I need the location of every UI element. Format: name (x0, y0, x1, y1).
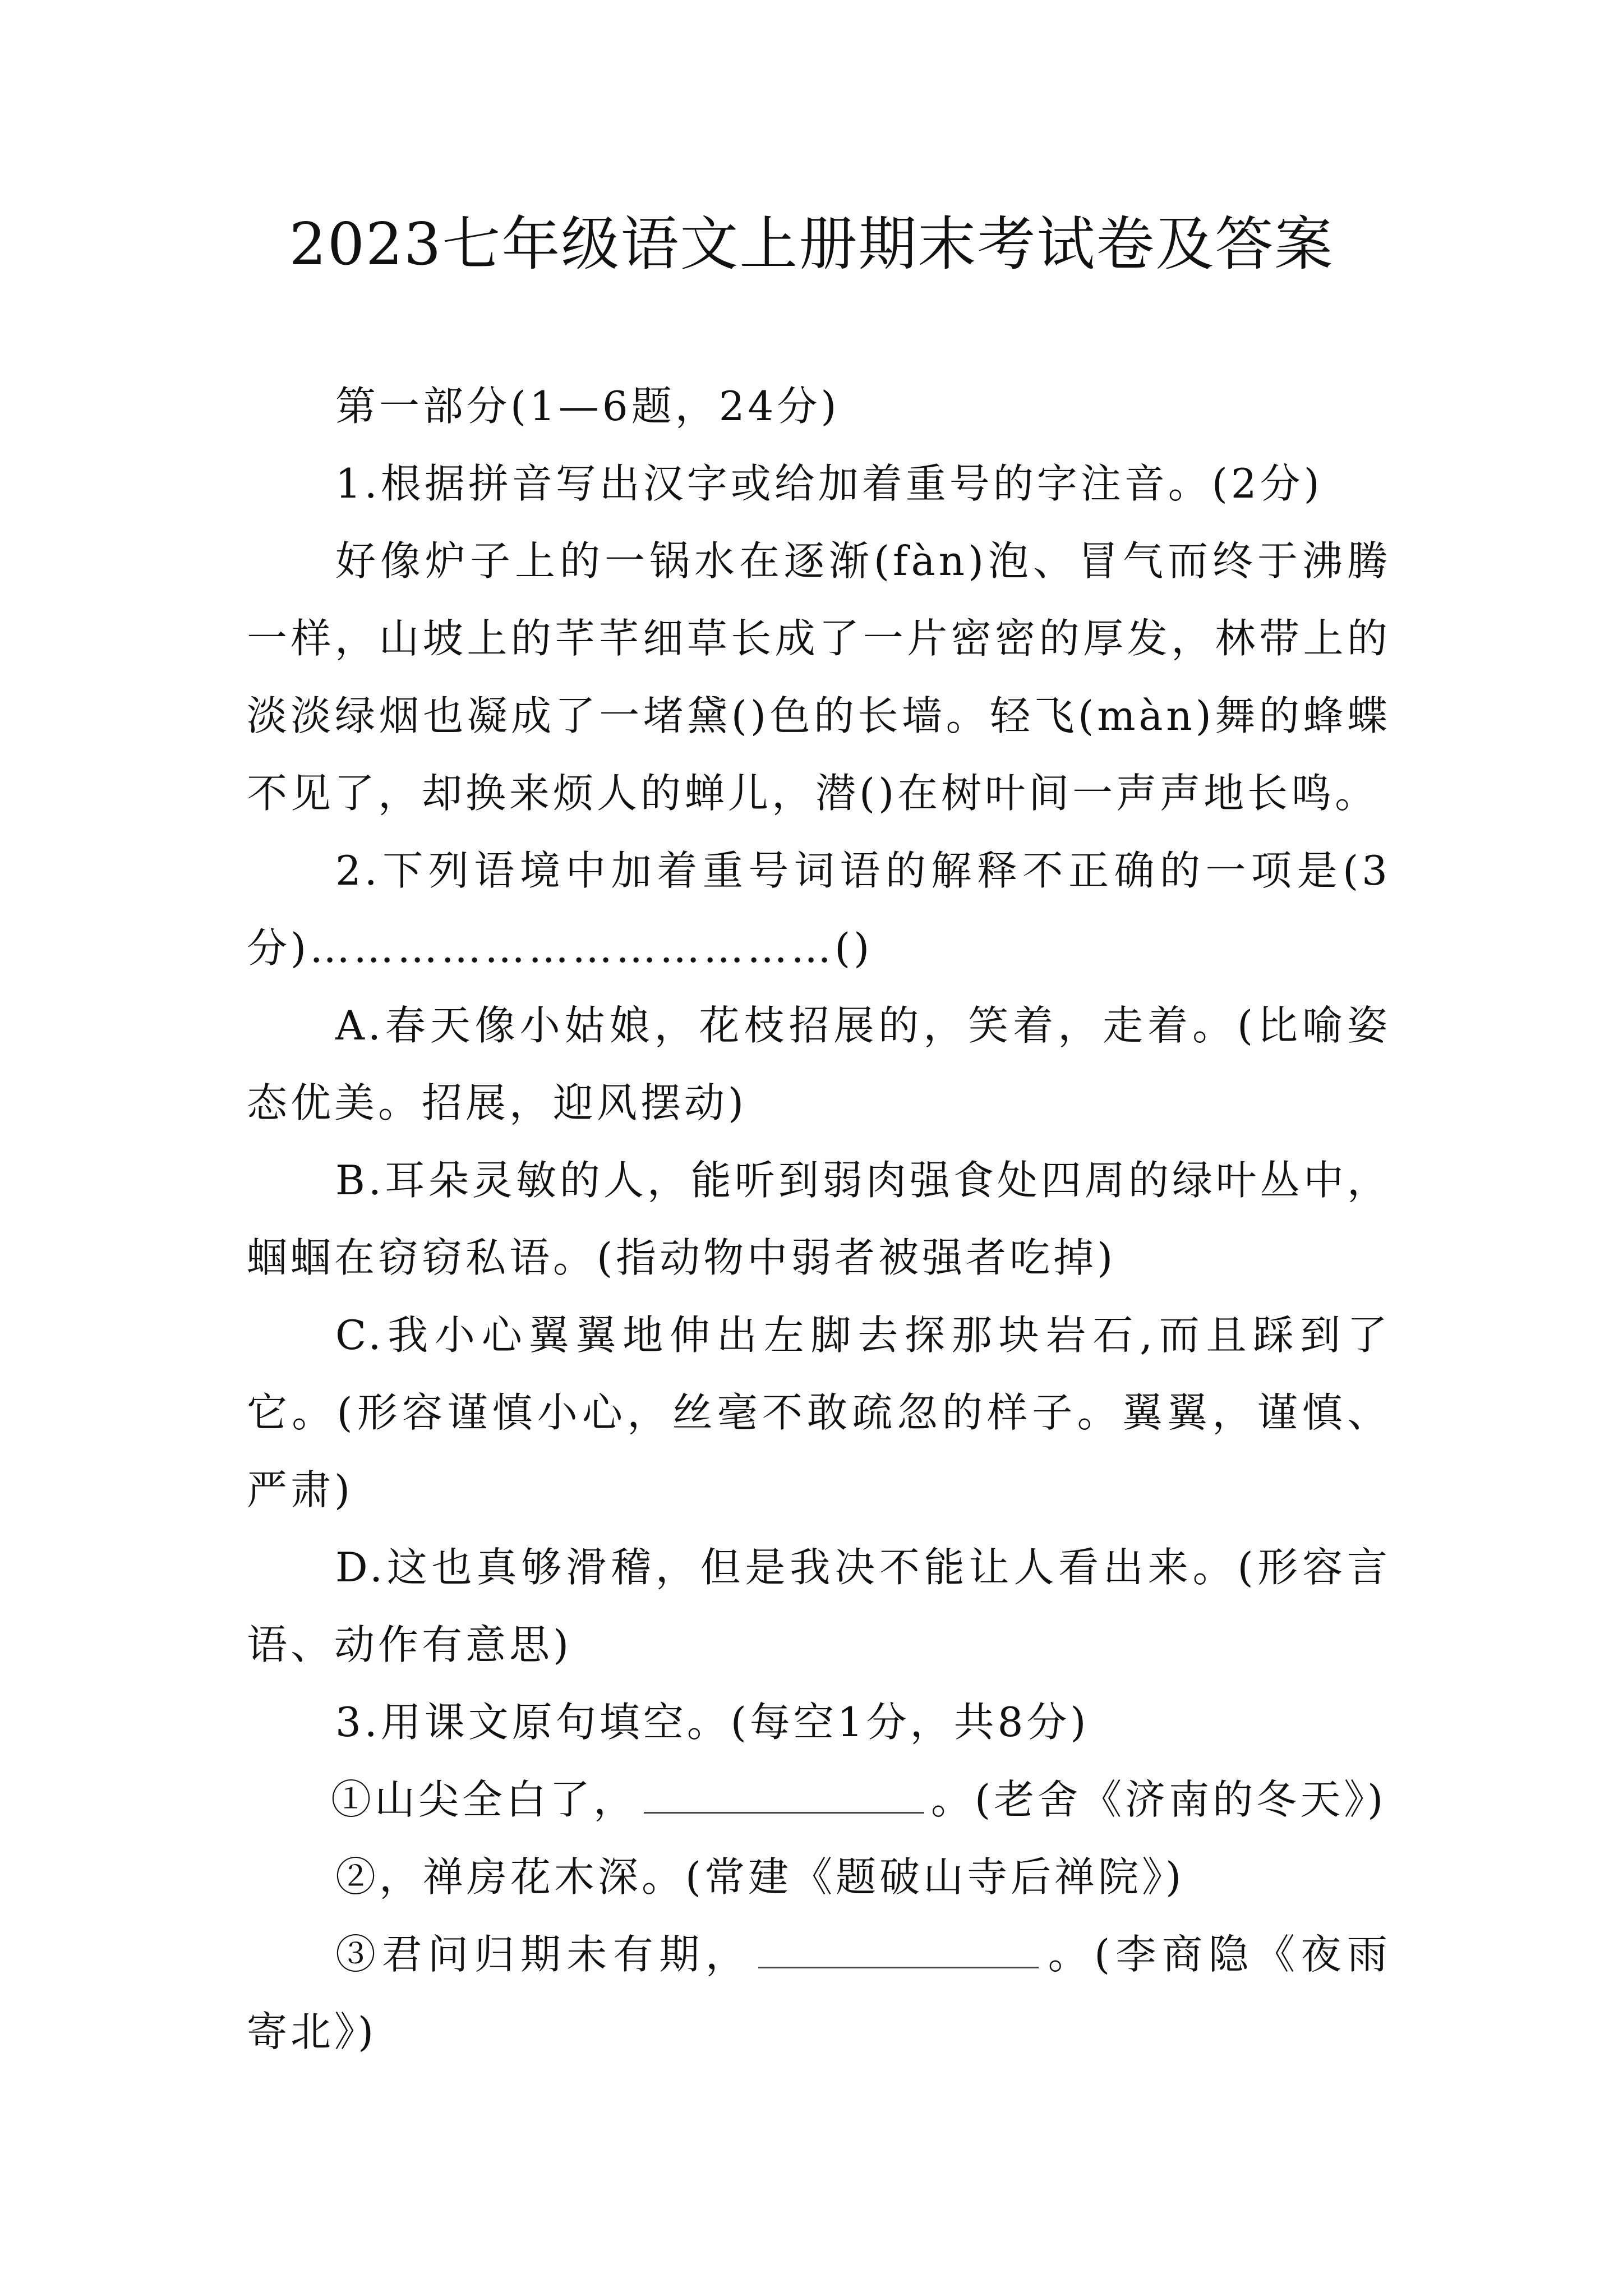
question-3-stem: 3.用课文原句填空。(每空1分，共8分) (335, 1699, 1090, 1746)
document-body (247, 367, 1391, 2070)
question-2-option-d: D.这也真够滑稽，但是我决不能让人看出来。(形容言语、动作有意思) (247, 1544, 1391, 1668)
question-3-item-2: ②，禅房花木深。(常建《题破山寺后禅院》) (335, 1853, 1185, 1901)
question-2-option-c: C.我小心翼翼地伸出左脚去探那块岩石,而且踩到了它。(形容谨慎小心，丝毫不敢疏忽的样子。翼翼，谨慎、严肃) (247, 1312, 1391, 1513)
question-2-stem: 2.下列语境中加着重号词语的解释不正确的一项是(3分)………………………………() (247, 847, 1391, 972)
question-3-item-1-after: 。(老舍《济南的冬天》) (931, 1776, 1387, 1823)
question-1-passage: 好像炉子上的一锅水在逐渐(fàn)泡、冒气而终于沸腾一样，山坡上的芊芊细草长成了一片密密的厚发，林带上的淡淡绿烟也凝成了一堵黛()色的长墙。轻飞(màn)舞的蜂蝶不见了，却换来烦人的蝉儿，潜()在树叶间一声声地长鸣。 (247, 537, 1391, 817)
question-2-option-b: B.耳朵灵敏的人，能听到弱肉强食处四周的绿叶丛中，蝈蝈在窃窃私语。(指动物中弱者被强者吃掉) (247, 1157, 1391, 1281)
section-heading: 第一部分(1—6题，24分) (335, 383, 840, 430)
fill-in-blank-3[interactable] (758, 1933, 1039, 1968)
question-3-item-3-before: ③君问归期未有期， (335, 1931, 752, 1978)
question-2-option-a: A.春天像小姑娘，花枝招展的，笑着，走着。(比喻姿态优美。招展，迎风摆动) (247, 1002, 1391, 1126)
question-3-item-3 (247, 1916, 1391, 2070)
fill-in-blank-1[interactable] (644, 1778, 924, 1814)
question-3-item-3-after: 。(李商隐《夜雨寄北》) (247, 1931, 1391, 2055)
document-title: 2023七年级语文上册期末考试卷及答案 (289, 210, 1334, 278)
question-3-item-1 (247, 1761, 1391, 1838)
question-3-item-1-before: ①山尖全白了， (331, 1776, 638, 1823)
question-1-stem: 1.根据拼音写出汉字或给加着重号的字注音。(2分) (335, 460, 1323, 507)
